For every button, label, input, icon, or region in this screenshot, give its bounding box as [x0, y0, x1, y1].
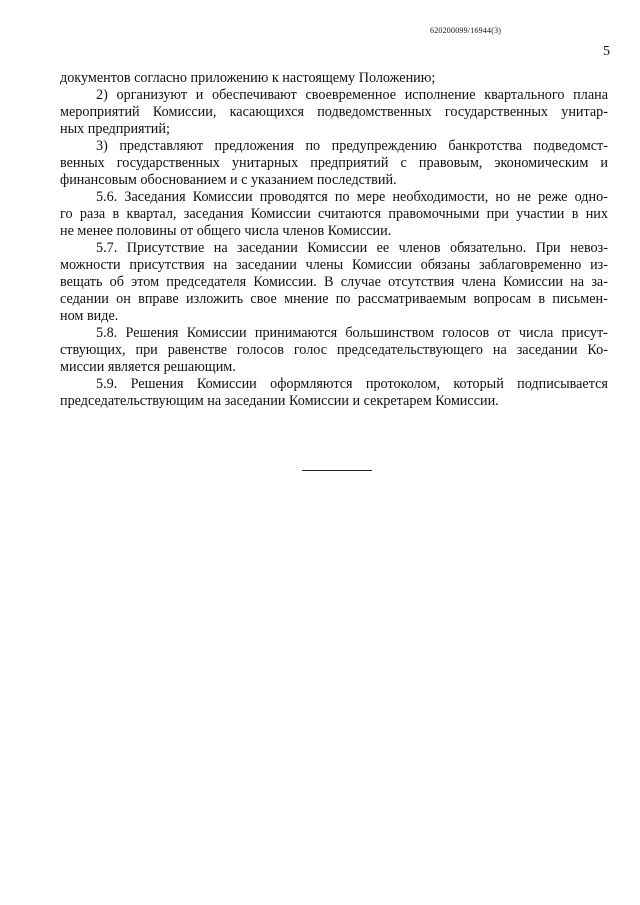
word: 5.7.	[96, 240, 118, 256]
word: предприятий	[310, 155, 389, 171]
text-line	[60, 155, 608, 172]
word: свое	[250, 291, 277, 307]
word: квартал,	[126, 206, 177, 222]
word: отсутствия	[388, 274, 455, 290]
text-line: не менее половины от общего числа членов Комиссии.	[60, 223, 392, 239]
word: вправе	[138, 291, 179, 307]
text-line	[60, 342, 608, 359]
word: на	[570, 274, 585, 290]
text-line	[60, 376, 608, 393]
word: с	[400, 155, 407, 171]
word: по	[305, 138, 321, 154]
word: вопросам	[473, 291, 532, 307]
word: мероприятий	[60, 104, 140, 120]
word: государственных	[444, 104, 548, 120]
word: 5.8.	[96, 325, 118, 341]
word: на	[492, 342, 507, 358]
word: касающихся	[229, 104, 304, 120]
word: по	[334, 189, 350, 205]
word: проводятся	[259, 189, 328, 205]
word: заседании	[237, 240, 298, 256]
word: подведомственных	[317, 104, 432, 120]
word: который	[453, 376, 504, 392]
word: в	[538, 291, 546, 307]
word: подписывается	[517, 376, 608, 392]
word: Комиссии	[351, 257, 412, 273]
text-line	[60, 291, 608, 308]
word: рассматриваемым	[357, 291, 467, 307]
word: 2)	[96, 87, 108, 103]
word: присутствия	[129, 257, 205, 273]
text-line	[60, 274, 608, 291]
word: экономическим	[494, 155, 589, 171]
word: за-	[591, 274, 608, 290]
word: государственных	[116, 155, 220, 171]
text-line	[60, 138, 608, 155]
word: исполнение	[404, 87, 476, 103]
word: голосов	[236, 342, 284, 358]
word: них	[585, 206, 608, 222]
word: Присутствие	[126, 240, 205, 256]
word: мере	[356, 189, 386, 205]
word: организуют	[116, 87, 188, 103]
word: ствующих,	[60, 342, 126, 358]
word: письмен-	[552, 291, 608, 307]
word: венных	[60, 155, 105, 171]
word: председателя	[166, 274, 247, 290]
word: обязательно.	[449, 240, 527, 256]
word: принимаются	[254, 325, 338, 341]
word: от	[497, 325, 511, 341]
word: членов	[398, 240, 441, 256]
word: участии	[516, 206, 565, 222]
word: Комиссии	[307, 240, 368, 256]
word: Комиссии.	[253, 274, 317, 290]
word: Решения	[125, 325, 179, 341]
word: считаются	[318, 206, 382, 222]
text-line	[60, 206, 608, 223]
word: и	[195, 87, 204, 103]
word: невоз-	[570, 240, 608, 256]
word: мнение	[284, 291, 329, 307]
word: необходимости,	[392, 189, 489, 205]
word: седании	[60, 291, 109, 307]
word: ее	[376, 240, 390, 256]
word: подведомст-	[533, 138, 608, 154]
word: протоколом,	[365, 376, 441, 392]
word: можности	[60, 257, 121, 273]
word: 5.6.	[96, 189, 118, 205]
word: Комиссии	[250, 206, 311, 222]
word: реже	[538, 189, 568, 205]
text-line	[60, 104, 608, 121]
word: случае	[340, 274, 381, 290]
word: плана	[573, 87, 608, 103]
word: большинством	[345, 325, 435, 341]
text-line	[60, 87, 608, 104]
word: Комиссии,	[152, 104, 217, 120]
word: одно-	[574, 189, 608, 205]
word: при	[135, 342, 158, 358]
word: обеспечивают	[212, 87, 297, 103]
word: правовым,	[418, 155, 483, 171]
word: изложить	[186, 291, 244, 307]
text-line: финансовым обоснованием и с указанием последствий.	[60, 172, 397, 188]
word: Комиссии	[503, 274, 564, 290]
word: предложения	[214, 138, 294, 154]
word: обязаны	[420, 257, 471, 273]
word: 3)	[96, 138, 108, 154]
word: Заседания	[124, 189, 186, 205]
word: При	[535, 240, 561, 256]
word: правомочными	[388, 206, 480, 222]
word: из-	[590, 257, 608, 273]
word: Комиссии	[196, 376, 257, 392]
word: голос	[293, 342, 328, 358]
word: го	[60, 206, 73, 222]
text-line: председательствующим на заседании Комиссии и секретарем Комиссии.	[60, 393, 499, 409]
word: не	[517, 189, 532, 205]
word: 5.9.	[96, 376, 118, 392]
text-line	[60, 257, 608, 274]
word: числа	[518, 325, 554, 341]
text-line: ных предприятий;	[60, 121, 170, 137]
word: председательствующего	[336, 342, 483, 358]
word: раза	[79, 206, 106, 222]
word: в	[571, 206, 579, 222]
word: Комиссии	[192, 189, 253, 205]
word: при	[486, 206, 509, 222]
word: этом	[131, 274, 160, 290]
word: равенстве	[167, 342, 227, 358]
word: присут-	[561, 325, 608, 341]
word: заседании	[516, 342, 578, 358]
word: представляют	[119, 138, 204, 154]
word: унитар-	[561, 104, 608, 120]
word: заседания	[183, 206, 244, 222]
text-line	[60, 325, 608, 342]
word: члена	[461, 274, 496, 290]
document-registration-code: 620200099/16944(3)	[430, 26, 502, 35]
word: вещать	[60, 274, 103, 290]
end-of-text-rule	[302, 470, 372, 471]
text-line: ном виде.	[60, 308, 119, 324]
word: члены	[305, 257, 344, 273]
word: и	[600, 155, 608, 171]
text-line	[60, 189, 608, 206]
word: об	[109, 274, 124, 290]
word: квартального	[484, 87, 565, 103]
word: по	[335, 291, 351, 307]
text-line: миссии является решающим.	[60, 359, 236, 375]
word: оформляются	[270, 376, 353, 392]
word: Ко-	[587, 342, 608, 358]
word: заседании	[236, 257, 297, 273]
document-body	[60, 70, 608, 410]
word: заблаговременно	[478, 257, 582, 273]
word: на	[213, 240, 228, 256]
text-line: документов согласно приложению к настоящему Положению;	[60, 70, 436, 86]
word: на	[213, 257, 228, 273]
word: предупреждению	[331, 138, 437, 154]
word: Решения	[130, 376, 184, 392]
word: в	[112, 206, 120, 222]
word: унитарных	[231, 155, 299, 171]
word: своевременное	[305, 87, 397, 103]
page-number: 5	[603, 44, 610, 59]
word: голосов	[442, 325, 490, 341]
word: В	[324, 274, 334, 290]
text-line	[60, 240, 608, 257]
word: банкротства	[448, 138, 523, 154]
word: он	[116, 291, 131, 307]
word: Комиссии	[186, 325, 247, 341]
word: но	[495, 189, 511, 205]
